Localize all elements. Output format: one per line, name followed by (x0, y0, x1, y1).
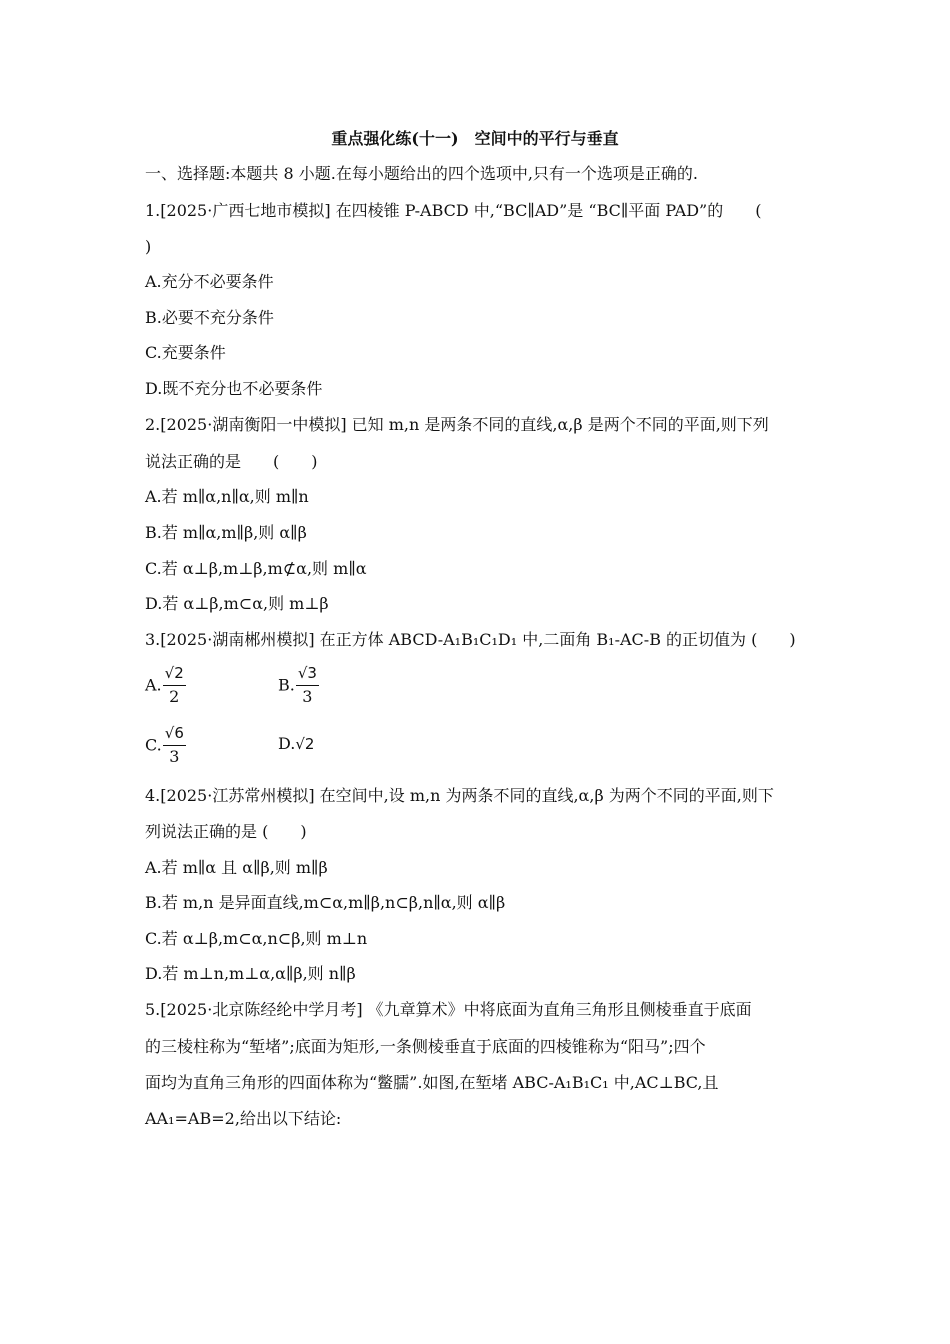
q2-stem-line-2: 说法正确的是 ( ) (145, 452, 318, 471)
q3-option-d-label: D. (278, 734, 296, 753)
q1-stem-line-2: ) (145, 237, 152, 256)
q3-option-b-numerator: √3 (296, 662, 319, 686)
q1-option-d: D.既不充分也不必要条件 (145, 379, 323, 398)
q3-option-a-fraction (163, 662, 186, 708)
q4-option-d: D.若 m⊥n,m⊥α,α∥β,则 n∥β (145, 964, 356, 983)
q2-option-c: C.若 α⊥β,m⊥β,m⊄α,则 m∥α (145, 559, 367, 578)
q1-stem-line-1: 1.[2025·广西七地市模拟] 在四棱锥 P-ABCD 中,“BC∥AD”是 “BC∥平面 PAD”的 ( (145, 201, 762, 220)
q4-option-c: C.若 α⊥β,m⊂α,n⊂β,则 m⊥n (145, 929, 368, 948)
q3-stem: 3.[2025·湖南郴州模拟] 在正方体 ABCD-A₁B₁C₁D₁ 中,二面角 B₁-AC-B 的正切值为 ( ) (145, 630, 796, 649)
q3-option-a (145, 662, 186, 708)
q3-option-b-denominator: 3 (302, 687, 313, 706)
q3-option-d-value: √2 (295, 735, 315, 753)
q1-option-c: C.充要条件 (145, 343, 226, 362)
q3-option-b-fraction (296, 662, 319, 708)
q5-line-2: 的三棱柱称为“堑堵”;底面为矩形,一条侧棱垂直于底面的四棱锥称为“阳马”;四个 (145, 1037, 706, 1056)
page-title: 重点强化练(十一) 空间中的平行与垂直 (331, 129, 619, 148)
q1-option-a: A.充分不必要条件 (145, 272, 274, 291)
q3-option-c-numerator: √6 (163, 722, 186, 746)
q4-stem-line-2: 列说法正确的是 ( ) (145, 822, 307, 841)
q3-option-a-label: A. (145, 675, 162, 695)
q3-option-d (278, 734, 314, 753)
q3-option-a-numerator: √2 (163, 662, 186, 686)
q3-option-c (145, 722, 186, 768)
q5-line-4: AA₁=AB=2,给出以下结论: (145, 1109, 342, 1128)
q2-option-b: B.若 m∥α,m∥β,则 α∥β (145, 523, 307, 542)
q4-option-a: A.若 m∥α 且 α∥β,则 m∥β (145, 858, 328, 877)
q5-line-1: 5.[2025·北京陈经纶中学月考] 《九章算术》中将底面为直角三角形且侧棱垂直于底面 (145, 1000, 752, 1019)
q4-stem-line-1: 4.[2025·江苏常州模拟] 在空间中,设 m,n 为两条不同的直线,α,β 为两个不同的平面,则下 (145, 786, 774, 805)
q3-option-c-denominator: 3 (169, 747, 180, 766)
q2-option-a: A.若 m∥α,n∥α,则 m∥n (145, 487, 309, 506)
q1-option-b: B.必要不充分条件 (145, 308, 274, 327)
q3-option-b (278, 662, 319, 708)
q3-option-a-denominator: 2 (169, 687, 180, 706)
q2-option-d: D.若 α⊥β,m⊂α,则 m⊥β (145, 594, 329, 613)
q3-option-b-label: B. (278, 675, 295, 695)
q4-option-b: B.若 m,n 是异面直线,m⊂α,m∥β,n⊂β,n∥α,则 α∥β (145, 893, 506, 912)
q3-option-c-label: C. (145, 735, 162, 755)
q2-stem-line-1: 2.[2025·湖南衡阳一中模拟] 已知 m,n 是两条不同的直线,α,β 是两个不同的平面,则下列 (145, 415, 769, 434)
section-instruction: 一、选择题:本题共 8 小题.在每小题给出的四个选项中,只有一个选项是正确的. (145, 164, 699, 183)
q5-line-3: 面均为直角三角形的四面体称为“鳖臑”.如图,在堑堵 ABC-A₁B₁C₁ 中,AC⊥BC,且 (145, 1073, 719, 1092)
q3-option-c-fraction (163, 722, 186, 768)
